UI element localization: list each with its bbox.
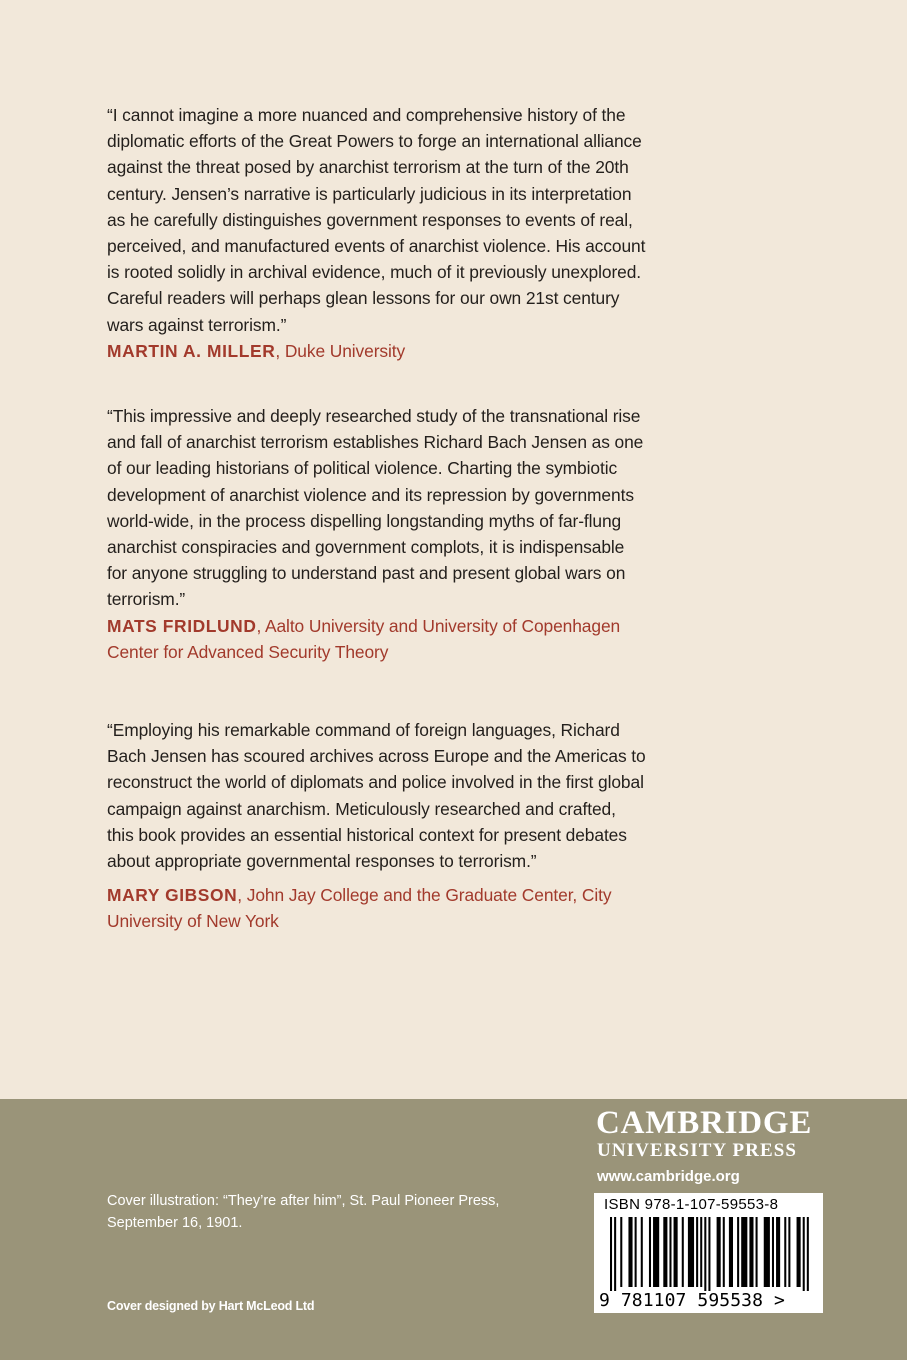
barcode-bar — [682, 1217, 684, 1287]
endorsement-text: “Employing his remarkable command of foreign languages, Richard Bach Jensen has scoured archives across Europe and the Americas to reconstruct the world of diplomats and police involved in the first global campaign against anarchism. Meticulously researched and crafted, this book provides an essential historical context for present debates about appropriate governmental responses to terrorism.” — [107, 720, 646, 872]
endorser-affiliation: , Duke University — [275, 340, 406, 361]
barcode-bar — [723, 1217, 725, 1287]
barcode-bar — [620, 1217, 622, 1287]
cover-designer-credit: Cover designed by Hart McLeod Ltd — [107, 1299, 315, 1313]
endorser-affiliation: , John Jay College and the Graduate Center, City University of New York — [107, 885, 612, 932]
cover-illustration-credit: Cover illustration: “They’re after him”, St. Paul Pioneer Press, September 16, 1901. — [107, 1193, 500, 1231]
barcode-bar — [700, 1217, 702, 1287]
barcode-bar — [797, 1217, 801, 1287]
barcode-bar — [635, 1217, 637, 1287]
barcode-bar — [641, 1217, 643, 1287]
barcode-bar — [669, 1217, 671, 1287]
endorser-name: MATS FRIDLUND — [107, 615, 257, 636]
barcode-bar — [708, 1217, 710, 1291]
publisher-website: www.cambridge.org — [597, 1168, 740, 1185]
endorsement-1 — [107, 102, 647, 364]
endorsement-text: “I cannot imagine a more nuanced and comprehensive history of the diplomatic efforts of the Great Powers to forge an international alliance against the threat posed by anarchist terrorism at the turn of the 20th century. Jensen’s narrative is particularly judicious in its interpretation as he carefully distinguishes government responses to events of real, perceived, and manufactured events of anarchist violence. His account is rooted solidly in archival evidence, much of it previously unexplored. Careful readers will perhaps glean lessons for our own 21st century wars against terrorism.” — [107, 105, 646, 335]
endorsement-attribution — [107, 338, 647, 364]
barcode-bar — [696, 1217, 698, 1287]
endorsement-attribution — [107, 613, 647, 665]
barcode-bar — [610, 1217, 612, 1291]
barcode-bar — [776, 1217, 780, 1287]
barcode-bar — [788, 1217, 790, 1287]
barcode-bar — [663, 1217, 667, 1287]
endorser-name: MARY GIBSON — [107, 885, 238, 906]
barcode-bar — [807, 1217, 809, 1291]
barcode-digits: 9 781107 595538 > — [599, 1290, 785, 1311]
barcode-bar — [628, 1217, 632, 1287]
isbn-label: ISBN 978-1-107-59553-8 — [604, 1196, 779, 1213]
barcode-bar — [772, 1217, 774, 1287]
barcode-bar — [729, 1217, 733, 1287]
endorser-name: MARTIN A. MILLER — [107, 340, 276, 361]
barcode-panel — [594, 1193, 823, 1313]
barcode-bar — [704, 1217, 706, 1291]
barcode-bar — [764, 1217, 770, 1287]
endorsement-2 — [107, 403, 647, 665]
barcode-bar — [756, 1217, 758, 1287]
endorsement-text: “This impressive and deeply researched study of the transnational rise and fall of anarchist terrorism establishes Richard Bach Jensen as one of our leading historians of political violence. Charting the symbiotic development of anarchist violence and its repression by governments world-wide, in the process dispelling longstanding myths of far-flung anarchist conspiracies and government complots, it is indispensable for anyone struggling to understand past and present global wars on terrorism.” — [107, 406, 644, 610]
barcode-bar — [653, 1217, 659, 1287]
barcode-bar — [803, 1217, 805, 1291]
barcode-bar — [784, 1217, 786, 1287]
barcode-bar — [614, 1217, 616, 1291]
publisher-logo: CAMBRIDGE — [596, 1105, 813, 1141]
publisher-logo-subtitle: UNIVERSITY PRESS — [597, 1140, 798, 1161]
endorsement-3 — [107, 717, 647, 935]
barcode-bar — [749, 1217, 753, 1287]
barcode-bar — [688, 1217, 694, 1287]
barcode-bar — [674, 1217, 678, 1287]
barcode-bar — [717, 1217, 721, 1287]
barcode-bar — [649, 1217, 651, 1287]
endorser-affiliation: , Aalto University and University of Copenhagen Center for Advanced Security Theory — [107, 615, 621, 662]
barcode-bar — [737, 1217, 739, 1287]
endorsement-attribution — [107, 882, 647, 934]
barcode-bar — [741, 1217, 747, 1287]
